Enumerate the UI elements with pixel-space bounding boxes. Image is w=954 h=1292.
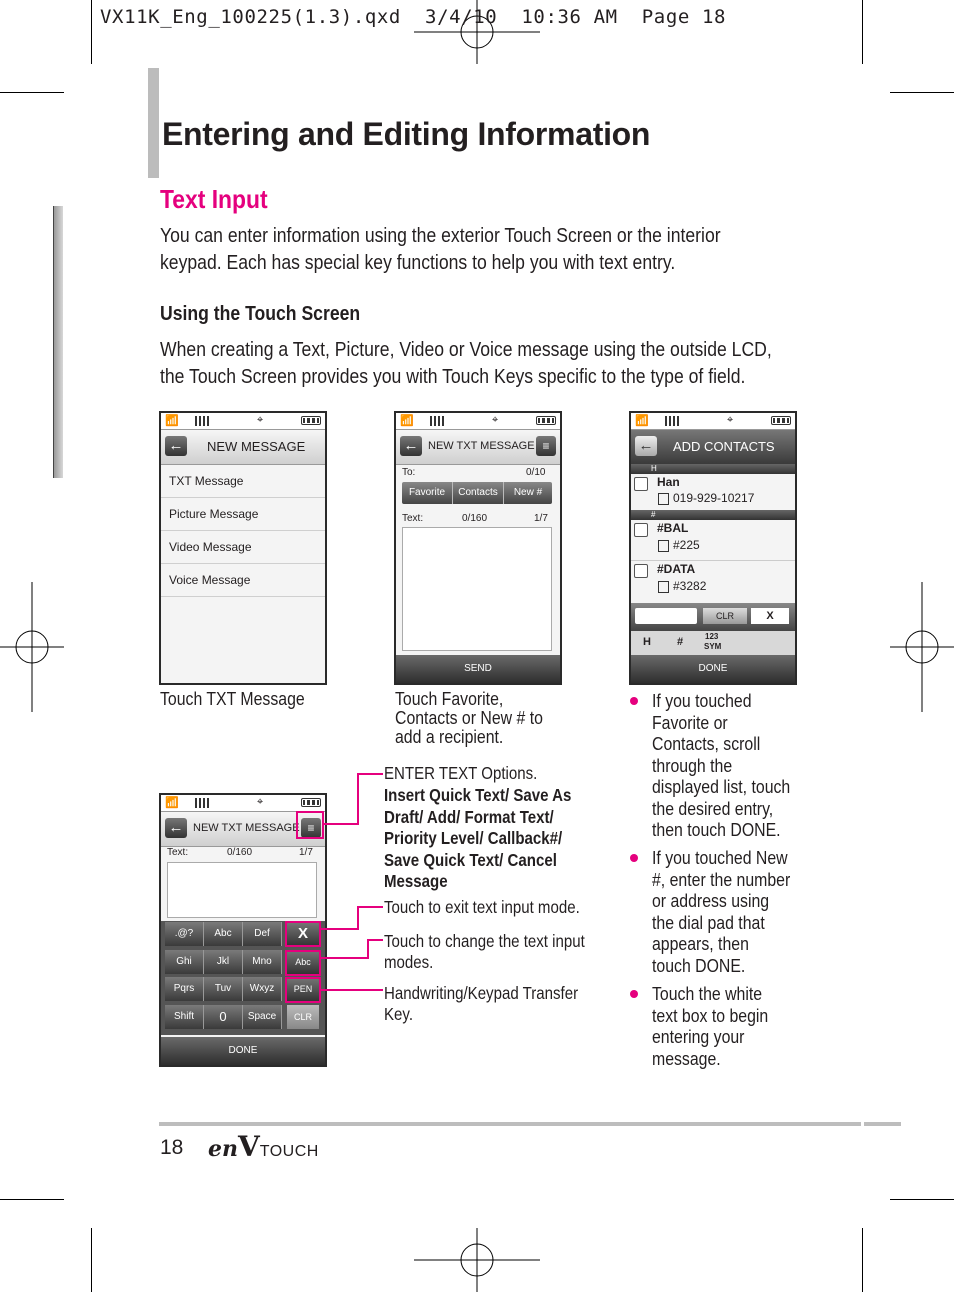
callout-hw-line-2: Key. <box>384 1004 413 1024</box>
contact-name: #DATA <box>657 562 696 576</box>
group-label: # <box>651 510 656 519</box>
screen-new-message <box>159 411 327 685</box>
bullet-line: then touch DONE. <box>652 820 781 840</box>
signal-antenna-icon: 📶 <box>400 415 414 427</box>
callout-options-line: Insert Quick Text/ Save As <box>384 785 572 805</box>
done-button[interactable]: DONE <box>161 1037 325 1065</box>
bullet-dot <box>630 854 638 862</box>
battery-icon <box>771 416 791 425</box>
callout-leader <box>324 823 358 825</box>
callout-change-line-2: modes. <box>384 952 434 972</box>
bullet-line: or address using <box>652 891 770 911</box>
screen-header <box>631 430 795 465</box>
registration-mark-left <box>0 582 64 712</box>
menu-item-video-message[interactable]: Video Message <box>161 531 325 564</box>
index-key-h[interactable]: H <box>643 636 651 648</box>
subsection-title: Using the Touch Screen <box>160 303 361 325</box>
callout-leader <box>367 939 369 959</box>
gps-icon: ⌖ <box>492 414 499 426</box>
to-count: 0/10 <box>526 467 546 478</box>
keypad-key[interactable]: Pqrs <box>165 977 204 1001</box>
callout-options-line: Draft/ Add/ Format Text/ <box>384 806 554 827</box>
registration-mark-right <box>890 582 954 712</box>
side-tab <box>53 206 63 478</box>
keypad-key[interactable]: Wxyz <box>243 977 282 1001</box>
crop-mark <box>0 1199 64 1200</box>
search-input[interactable] <box>635 608 697 624</box>
bullet-dot <box>630 990 638 998</box>
registration-mark-bottom <box>414 1228 540 1292</box>
keypad-key[interactable]: Ghi <box>165 950 204 974</box>
keypad-key[interactable]: Mno <box>243 950 282 974</box>
footer-rule <box>159 1122 861 1126</box>
text-page: 1/7 <box>299 847 313 858</box>
text-page: 1/7 <box>534 513 548 524</box>
done-button[interactable]: DONE <box>631 655 795 683</box>
text-input-box[interactable] <box>402 527 552 651</box>
signal-antenna-icon: 📶 <box>165 797 179 809</box>
contact-name: #BAL <box>657 521 689 535</box>
group-label: H <box>651 464 657 473</box>
callout-leader <box>357 773 359 825</box>
crop-mark <box>890 92 954 93</box>
signal-bars-icon <box>430 416 446 426</box>
contact-number: #3282 <box>673 579 707 593</box>
checkbox[interactable] <box>634 523 648 537</box>
contact-row[interactable] <box>631 474 795 511</box>
gps-icon: ⌖ <box>257 414 264 426</box>
callout-highlight-pen <box>285 977 321 1003</box>
favorite-button[interactable]: Favorite <box>402 482 453 504</box>
contacts-button[interactable]: Contacts <box>453 482 504 504</box>
new-number-button[interactable]: New # <box>513 487 543 498</box>
text-count: 0/160 <box>462 513 488 524</box>
back-arrow-icon[interactable]: ← <box>165 818 187 838</box>
keypad-key[interactable]: Space <box>243 1005 282 1029</box>
bullet-line: through the <box>652 755 733 776</box>
checkbox[interactable] <box>634 477 648 491</box>
signal-bars-icon <box>195 416 211 426</box>
screen-title: ADD CONTACTS <box>673 439 775 454</box>
status-bar <box>631 413 795 430</box>
bullet-line: touch DONE. <box>652 955 746 976</box>
callout-leader <box>357 906 383 908</box>
caption-screen-2-line-2: Contacts or New # to <box>395 708 543 728</box>
keypad-key[interactable]: .@? <box>165 922 204 946</box>
search-bar <box>631 603 795 631</box>
title-accent-bar <box>148 68 159 178</box>
brand-en: en <box>208 1136 238 1162</box>
file-header: VX11K_Eng_100225(1.3).qxd 3/4/10 10:36 AM Page 18 <box>100 6 727 28</box>
crop-mark <box>91 0 92 64</box>
keypad-key[interactable]: Tuv <box>204 977 243 1001</box>
send-button[interactable]: SEND <box>396 655 560 683</box>
callout-leader <box>357 773 383 775</box>
status-bar <box>161 413 325 430</box>
callout-leader <box>321 957 369 959</box>
callout-options-heading: ENTER TEXT Options. <box>384 763 538 783</box>
keypad-key[interactable]: Jkl <box>204 950 243 974</box>
keypad-key[interactable]: Def <box>243 922 282 946</box>
bullet-line: Contacts, scroll <box>652 734 761 754</box>
bullet-line: If you touched New <box>652 848 788 868</box>
crop-mark <box>0 92 64 93</box>
screen-header <box>396 430 560 465</box>
callout-highlight-exit <box>285 921 321 947</box>
bullet-line: the dial pad that <box>652 912 765 933</box>
intro-line-2: keypad. Each has special key functions to help you with text entry. <box>160 252 676 274</box>
bullet-line: #, enter the number <box>652 869 791 890</box>
bullet-line: Touch the white <box>652 984 763 1004</box>
callout-options-line: Message <box>384 871 448 891</box>
bullet-line: the desired entry, <box>652 798 774 819</box>
clear-button[interactable]: CLR <box>703 608 747 624</box>
menu-icon[interactable]: ≡ <box>536 436 556 456</box>
text-count: 0/160 <box>227 847 253 858</box>
crop-mark <box>862 1228 863 1292</box>
bullet-line: If you touched <box>652 691 752 711</box>
bullet-line: displayed list, touch <box>652 777 791 797</box>
group-header-hash <box>631 510 795 520</box>
gps-icon: ⌖ <box>727 414 734 426</box>
bullet-line: entering your <box>652 1027 745 1047</box>
back-arrow-icon[interactable]: ← <box>400 436 422 456</box>
contact-row[interactable] <box>631 520 795 561</box>
callout-hw-line-1: Handwriting/Keypad Transfer <box>384 983 579 1003</box>
back-arrow-icon[interactable]: ← <box>165 436 187 456</box>
contact-name: Han <box>657 475 680 489</box>
signal-antenna-icon: 📶 <box>165 415 179 427</box>
index-bar <box>631 631 795 655</box>
signal-bars-icon <box>665 416 681 426</box>
brand-touch: TOUCH <box>259 1143 319 1160</box>
caption-screen-1: Touch TXT Message <box>160 689 305 709</box>
callout-leader <box>357 906 359 930</box>
screen-title: NEW TXT MESSAGE <box>428 440 535 452</box>
screen-title: NEW MESSAGE <box>207 439 306 454</box>
to-label: To: <box>402 467 416 478</box>
checkbox[interactable] <box>634 564 648 578</box>
callout-leader <box>367 939 383 941</box>
screen-add-contacts <box>629 411 797 685</box>
battery-icon <box>536 416 556 425</box>
text-label: Text: <box>167 847 189 858</box>
callout-leader <box>321 989 383 991</box>
callout-highlight-mode <box>285 950 321 976</box>
footer-rule <box>864 1122 901 1126</box>
status-bar <box>161 795 325 812</box>
phone-icon <box>658 493 669 505</box>
intro-line-1: You can enter information using the exterior Touch Screen or the interior <box>160 225 721 247</box>
status-bar <box>396 413 560 430</box>
crop-mark <box>862 0 863 64</box>
brand-v: V <box>238 1130 260 1163</box>
menu-item-picture-message[interactable]: Picture Message <box>161 498 325 531</box>
screen-new-txt-message <box>394 411 562 685</box>
crop-mark <box>890 1199 954 1200</box>
brand-logo <box>208 1130 319 1163</box>
callout-exit: Touch to exit text input mode. <box>384 897 580 917</box>
index-key-sym[interactable]: SYM <box>704 642 722 651</box>
signal-bars-icon <box>195 798 211 808</box>
contact-number: #225 <box>673 538 700 552</box>
index-key-hash[interactable]: # <box>677 636 684 648</box>
keypad-side-key[interactable]: Abc <box>287 950 319 974</box>
callout-options-line: Save Quick Text/ Cancel <box>384 849 557 870</box>
page-number: 18 <box>160 1136 184 1159</box>
signal-antenna-icon: 📶 <box>635 415 649 427</box>
callout-highlight-menu <box>296 811 324 839</box>
phone-icon <box>658 581 669 593</box>
menu-icon[interactable]: ≡ <box>301 818 321 838</box>
menu-item-txt-message[interactable]: TXT Message <box>161 465 325 498</box>
screen-header <box>161 430 325 465</box>
crop-mark <box>91 1228 92 1292</box>
bullet-line: text box to begin <box>652 1005 769 1026</box>
text-input-box[interactable] <box>167 862 317 918</box>
battery-icon <box>301 798 321 807</box>
bullet-line: appears, then <box>652 934 749 954</box>
page-title: Entering and Editing Information <box>162 116 651 152</box>
keypad-side-key[interactable]: X <box>287 922 319 946</box>
bullet-line: Favorite or <box>652 712 728 733</box>
bullet-dot <box>630 697 638 705</box>
group-header-h <box>631 464 795 474</box>
screen-title: NEW TXT MESSAGE <box>193 822 300 834</box>
caption-screen-2-line-1: Touch Favorite, <box>395 689 504 709</box>
index-key-123[interactable]: 123 <box>705 632 719 641</box>
callout-change-line-1: Touch to change the text input <box>384 931 585 951</box>
callout-leader <box>321 928 359 930</box>
battery-icon <box>301 416 321 425</box>
keypad-key[interactable]: 0 <box>204 1005 243 1029</box>
touch-para-line-1: When creating a Text, Picture, Video or Voice message using the outside LCD, <box>160 339 772 361</box>
caption-screen-2-line-3: add a recipient. <box>395 727 504 747</box>
keypad-key[interactable]: Shift <box>165 1005 204 1029</box>
touch-para-line-2: the Touch Screen provides you with Touch Keys specific to the type of field. <box>160 366 746 388</box>
recipient-buttons <box>402 482 552 504</box>
keypad-side-key[interactable]: CLR <box>287 1005 319 1029</box>
contact-number: 019-929-10217 <box>673 491 755 505</box>
callout-options-line: Priority Level/ Callback#/ <box>384 828 563 848</box>
contact-row[interactable] <box>631 561 795 601</box>
close-button[interactable]: X <box>751 608 789 624</box>
text-label: Text: <box>402 513 424 524</box>
bullet-line: message. <box>652 1048 721 1069</box>
keypad-side-key[interactable]: PEN <box>287 977 319 1001</box>
gps-icon: ⌖ <box>257 796 264 808</box>
menu-item-voice-message[interactable]: Voice Message <box>161 564 325 597</box>
section-title: Text Input <box>160 184 268 214</box>
phone-icon <box>658 540 669 552</box>
keypad-key[interactable]: Abc <box>204 922 243 946</box>
back-arrow-icon[interactable]: ← <box>635 436 657 456</box>
